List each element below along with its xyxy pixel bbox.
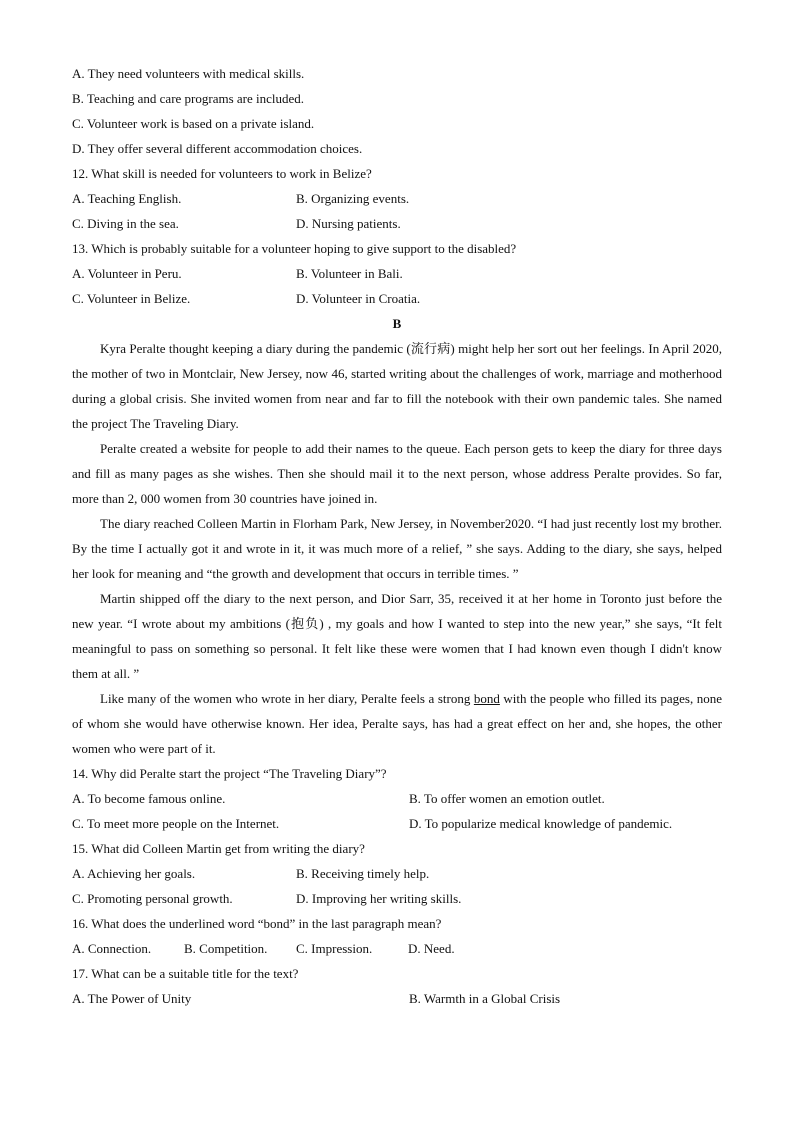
q12-option-a: A. Teaching English. bbox=[72, 191, 182, 206]
q13-option-c: C. Volunteer in Belize. bbox=[72, 291, 191, 306]
q14-stem: 14. Why did Peralte start the project “The Traveling Diary”? bbox=[72, 766, 387, 781]
passage-paragraph-3: The diary reached Colleen Martin in Florham Park, New Jersey, in November2020. “I had just recently lost my brother. By the time I actually got it and wrote in it, it was much more of a relief, ” she says. Adding to the diary, she says, helped her look for meaning and “the growth and development that occurs in terrible times. ” bbox=[72, 516, 722, 581]
q12-options-row-2 bbox=[72, 211, 722, 236]
underlined-word-bond: bond bbox=[473, 691, 500, 706]
q12-option-d: D. Nursing patients. bbox=[296, 216, 401, 231]
q14-option-a: A. To become famous online. bbox=[72, 791, 226, 806]
q11-option-a: A. They need volunteers with medical skills. bbox=[72, 66, 305, 81]
q15-options-row-2 bbox=[72, 886, 722, 911]
q16-option-c: C. Impression. bbox=[296, 941, 373, 956]
q16-stem: 16. What does the underlined word “bond” in the last paragraph mean? bbox=[72, 916, 442, 931]
q15-option-c: C. Promoting personal growth. bbox=[72, 891, 233, 906]
q16-option-b: B. Competition. bbox=[184, 941, 268, 956]
passage-paragraph-4: Martin shipped off the diary to the next person, and Dior Sarr, 35, received it at her home in Toronto just before the new year. “I wrote about my ambitions (抱负) , my goals and how I wanted to step into the new year,” she says, “It felt meaningful to pass on something so personal. It felt like these were women that I had known even though I didn't know them at all. ” bbox=[72, 591, 722, 681]
p5-text-after: with the people who filled its pages, none of whom she would have otherwise known. Her idea, Peralte says, has had a great effect on her and, she hopes, the other women who were part of it. bbox=[72, 691, 723, 756]
q12-options-row-1 bbox=[72, 186, 722, 211]
q13-option-a: A. Volunteer in Peru. bbox=[72, 266, 182, 281]
q12-option-c: C. Diving in the sea. bbox=[72, 216, 179, 231]
q14-options-row-2 bbox=[72, 811, 722, 836]
q17-stem: 17. What can be a suitable title for the text? bbox=[72, 966, 299, 981]
document-page bbox=[72, 61, 722, 1011]
q12-option-b: B. Organizing events. bbox=[296, 191, 410, 206]
q15-option-b: B. Receiving timely help. bbox=[296, 866, 430, 881]
q11-option-d: D. They offer several different accommodation choices. bbox=[72, 141, 363, 156]
q16-option-d: D. Need. bbox=[408, 941, 455, 956]
q15-stem: 15. What did Colleen Martin get from writing the diary? bbox=[72, 841, 365, 856]
passage-paragraph-2: Peralte created a website for people to add their names to the queue. Each person gets to keep the diary for three days and fill as many pages as she wishes. Then she should mail it to the next person, whose address Peralte provides. So far, more than 2, 000 women from 30 countries have joined in. bbox=[72, 441, 722, 506]
q17-option-a: A. The Power of Unity bbox=[72, 991, 192, 1006]
section-b-heading: B bbox=[392, 316, 402, 331]
q12-stem: 12. What skill is needed for volunteers to work in Belize? bbox=[72, 166, 372, 181]
q14-option-c: C. To meet more people on the Internet. bbox=[72, 816, 280, 831]
q16-options-row bbox=[72, 936, 722, 961]
passage-paragraph-1: Kyra Peralte thought keeping a diary during the pandemic (流行病) might help her sort out her feelings. In April 2020, the mother of two in Montclair, New Jersey, now 46, started writing about the challenges of work, marriage and motherhood during a global crisis. She invited women from near and far to fill the notebook with their own pandemic tales. She named the project The Traveling Diary. bbox=[72, 341, 722, 431]
q13-options-row-2 bbox=[72, 286, 722, 311]
q17-option-b: B. Warmth in a Global Crisis bbox=[409, 991, 561, 1006]
passage-paragraph-5 bbox=[72, 686, 722, 761]
q14-option-d: D. To popularize medical knowledge of pandemic. bbox=[409, 816, 673, 831]
q16-option-a: A. Connection. bbox=[72, 941, 152, 956]
q14-option-b: B. To offer women an emotion outlet. bbox=[409, 791, 605, 806]
q13-stem: 13. Which is probably suitable for a volunteer hoping to give support to the disabled? bbox=[72, 241, 517, 256]
q11-option-c: C. Volunteer work is based on a private island. bbox=[72, 116, 315, 131]
p5-text-before: Like many of the women who wrote in her diary, Peralte feels a strong bbox=[100, 691, 474, 706]
q14-options-row-1 bbox=[72, 786, 722, 811]
q13-option-d: D. Volunteer in Croatia. bbox=[296, 291, 421, 306]
q15-option-d: D. Improving her writing skills. bbox=[296, 891, 462, 906]
q13-options-row-1 bbox=[72, 261, 722, 286]
q15-option-a: A. Achieving her goals. bbox=[72, 866, 196, 881]
q11-option-b: B. Teaching and care programs are included. bbox=[72, 91, 305, 106]
q17-options-row bbox=[72, 986, 722, 1011]
q15-options-row-1 bbox=[72, 861, 722, 886]
q13-option-b: B. Volunteer in Bali. bbox=[296, 266, 403, 281]
